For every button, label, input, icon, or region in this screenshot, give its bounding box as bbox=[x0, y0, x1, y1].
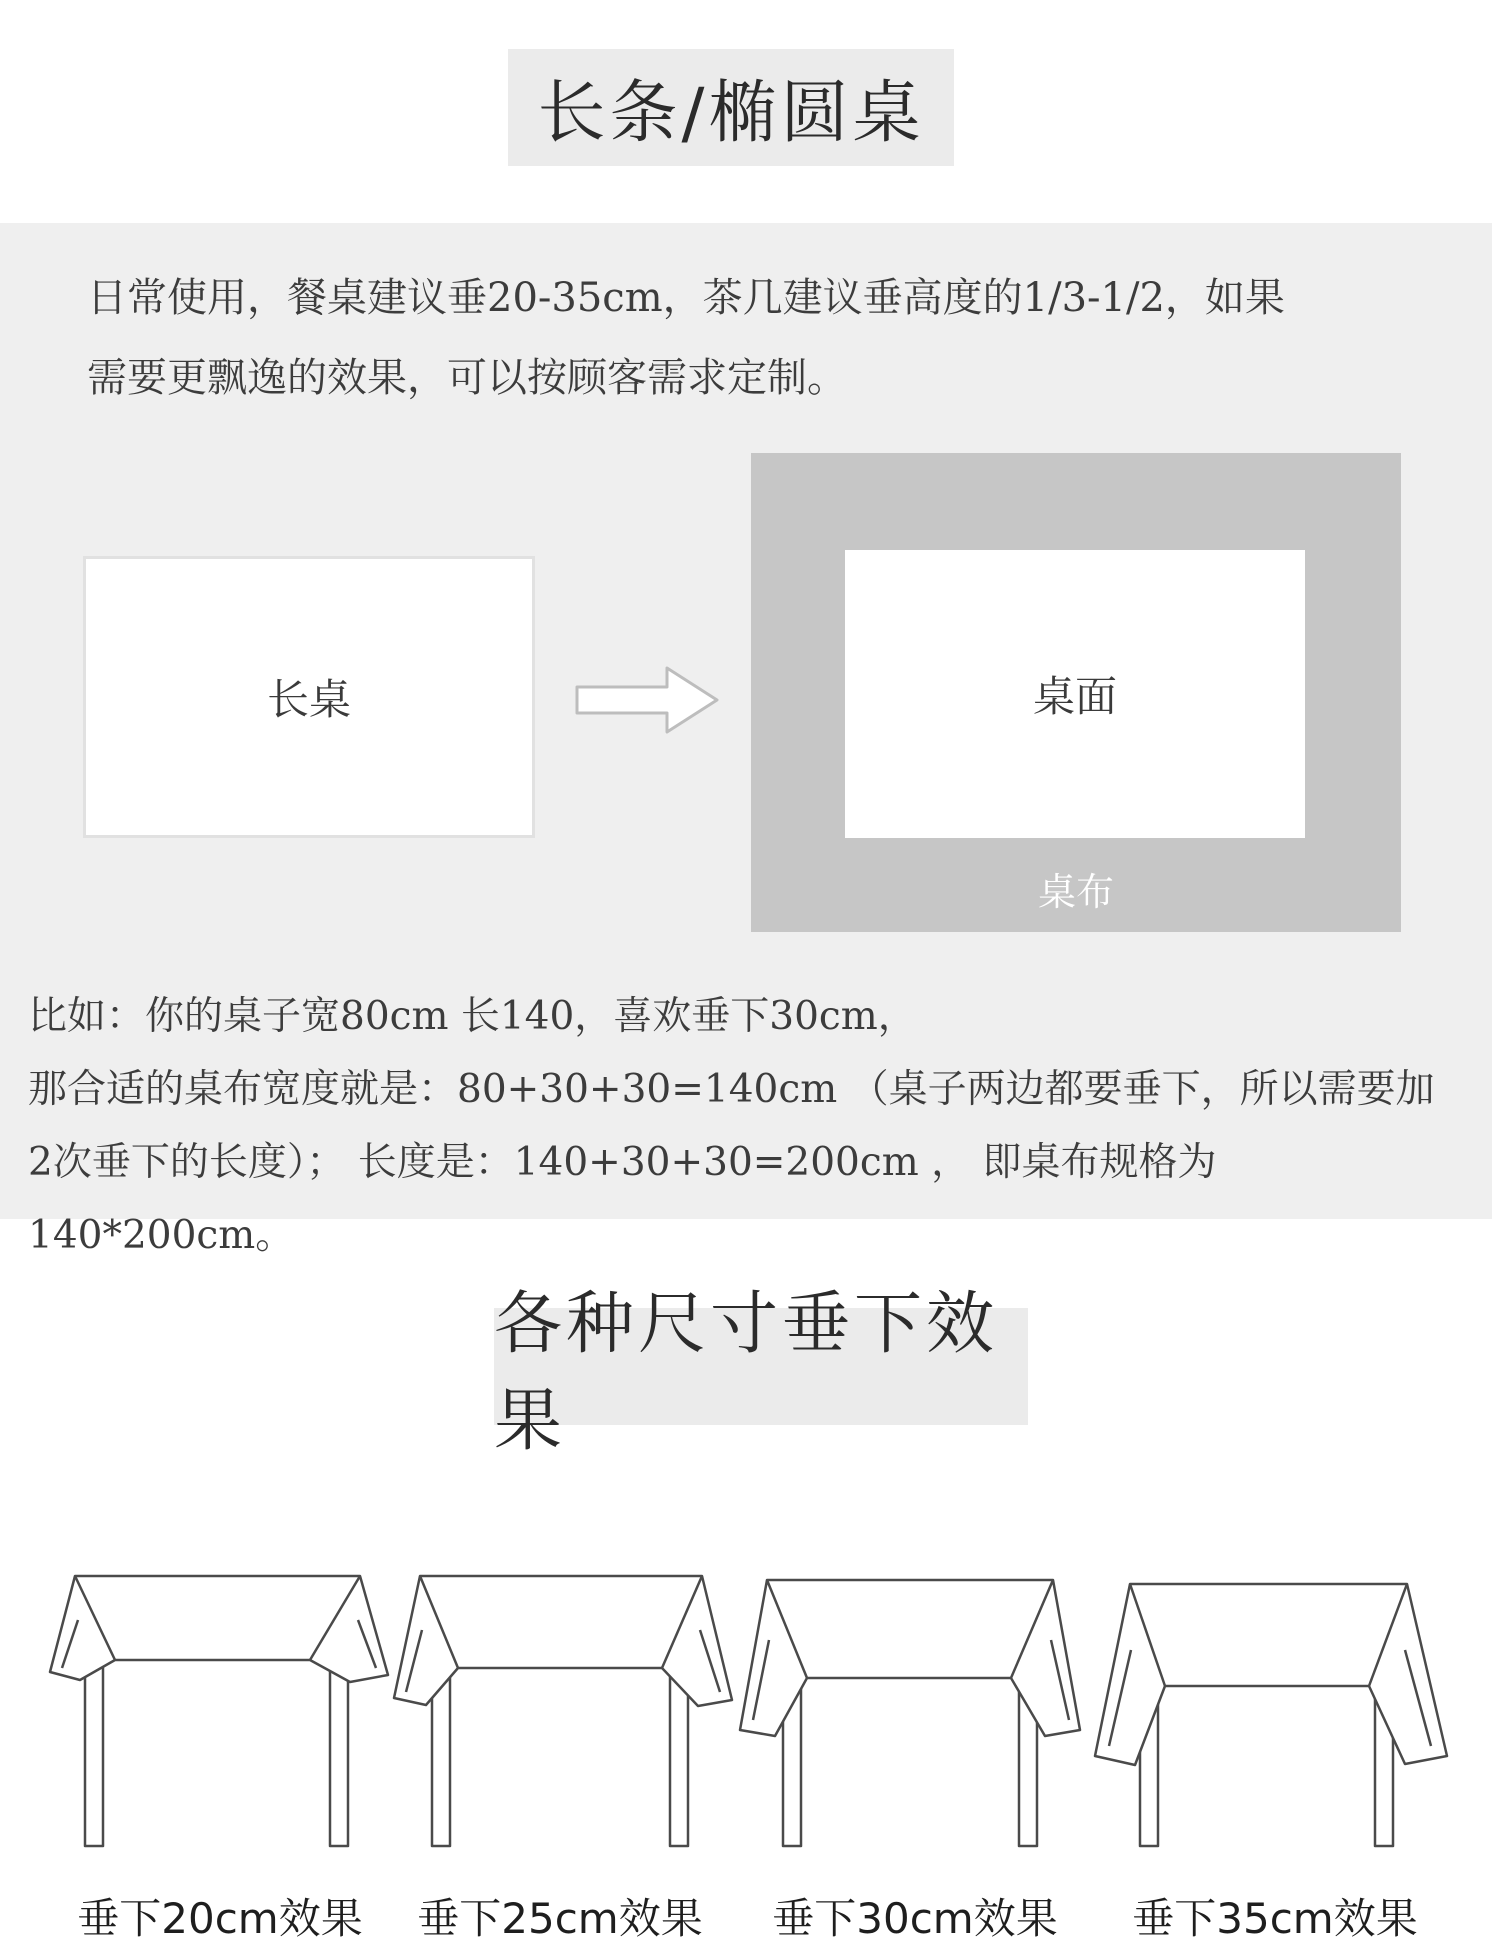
drop-label-20: 垂下20cm效果 bbox=[77, 1894, 363, 1943]
section-title-drop-effects: 各种尺寸垂下效果 bbox=[494, 1308, 1028, 1425]
intro-line-2: 需要更飘逸的效果，可以按顾客需求定制。 bbox=[87, 355, 847, 401]
table-drop-30-illustration bbox=[735, 1560, 1095, 1860]
tablecloth-label: 桌布 bbox=[1037, 870, 1114, 914]
example-line-1: 比如：你的桌子宽80cm 长140，喜欢垂下30cm， bbox=[28, 994, 917, 1039]
example-text bbox=[28, 980, 1478, 1272]
example-line-2: 那合适的桌布宽度就是：80+30+30=140cm （桌子两边都要垂下，所以需要加 bbox=[28, 1067, 1435, 1112]
table-diagram bbox=[83, 556, 535, 838]
example-line-3: 2次垂下的长度）； 长度是：140+30+30=200cm ， 即桌布规格为140*200cm。 bbox=[28, 1140, 1217, 1258]
table-drop-35-illustration bbox=[1085, 1560, 1465, 1860]
drop-label-25: 垂下25cm效果 bbox=[417, 1894, 703, 1943]
tablecloth-diagram bbox=[751, 453, 1401, 932]
table-drop-25-illustration bbox=[390, 1560, 750, 1860]
drop-effects-row bbox=[0, 1560, 1500, 1943]
tabletop-label: 桌面 bbox=[1032, 672, 1117, 721]
intro-text bbox=[87, 258, 1437, 418]
right-arrow-icon bbox=[575, 665, 721, 735]
tabletop-area bbox=[845, 550, 1305, 838]
intro-line-1: 日常使用，餐桌建议垂20-35cm，茶几建议垂高度的1/3-1/2，如果 bbox=[87, 275, 1285, 321]
explanation-panel bbox=[0, 223, 1492, 1258]
table-drop-20-illustration bbox=[40, 1560, 400, 1860]
section-title-table-shape: 长条/椭圆桌 bbox=[508, 49, 954, 166]
drop-label-35: 垂下35cm效果 bbox=[1132, 1894, 1418, 1943]
drop-label-30: 垂下30cm效果 bbox=[772, 1894, 1058, 1943]
table-label: 长桌 bbox=[266, 675, 351, 724]
